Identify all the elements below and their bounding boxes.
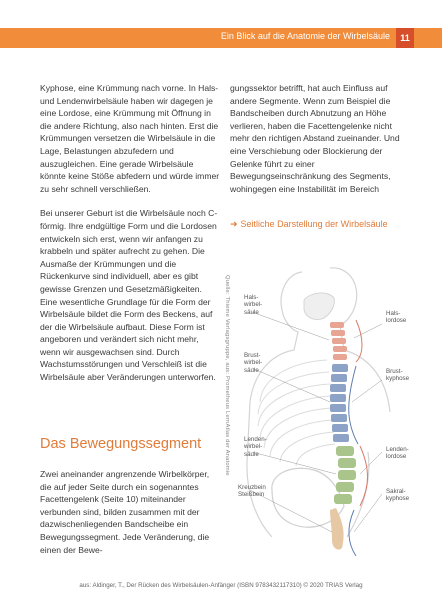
figure-caption	[230, 219, 388, 230]
label-thoracic-spine	[244, 352, 262, 374]
label-thoracic-spine-text: Brust- wirbel- säule	[244, 352, 263, 374]
label-sacrum-coccyx-text: Kreuzbein Steißbein	[238, 484, 266, 499]
label-lumbar-spine-text: Lenden- wirbel- säule	[244, 436, 267, 458]
page-number-badge: 11	[396, 28, 414, 48]
label-cervical-lordosis	[386, 310, 406, 325]
label-sacral-kyphosis	[386, 488, 409, 503]
skull	[304, 293, 334, 320]
left-paragraph-1: Kyphose, eine Krümmung nach vorne. In Hals- und Lendenwirbelsäule haben wir dagegen je eine Lordose, eine Krümmung mit Öffnung in die andere Richtung, also nach hinten. Erst die Krümmungen versetzen die Wirbelsäule in die Lage, Belastungen abzufedern und auszugleichen. Eine gerade Wirbelsäule könnte keine Stöße abfedern und würde immer zu sehr schnell verschließen.	[40, 83, 220, 194]
label-lumbar-lordosis-text: Lenden- lordose	[386, 446, 409, 461]
label-sacral-kyphosis-text: Sakral- kyphose	[386, 488, 410, 503]
figure-credit	[222, 275, 230, 555]
thoracic-spine	[330, 364, 349, 442]
footer-copyright: aus: Aldinger, T., Der Rücken des Wirbelsäulen-Anfänger (ISBN 9783432117310) © 2020 TRIAS Verlag	[79, 582, 363, 589]
label-cervical-spine	[244, 294, 262, 316]
right-column	[230, 82, 410, 195]
left-column	[40, 82, 220, 384]
left-paragraph-2: Bei unserer Geburt ist die Wirbelsäule noch C-förmig. Ihre endgültige Form und die Lordosen entwickeln sich erst, wenn wir anfangen zu krabbeln und später aufrecht zu gehen. Die Ausmaße der Krümmungen und die Rückenkurve sind individuell, aber es gibt gewisse Grenzen und Gesetzmäßigkeiten. Eine wesentliche Grundlage für die Form der Wirbelsäule bildet die Form des Beckens, auf der die Wirbelsäule aufbaut. Diese Form ist angeboren und verändert sich nicht mehr, wenn wir ausgewachsen sind. Durch Wachstumsstörungen und Verschleiß ist die Wirbelsäule aber Veränderungen unterworfen.	[40, 208, 218, 383]
figure-credit-text: Quelle: Thieme Verlagsgruppe, aus: Prometheus LernAtlas der Anatomie	[224, 275, 230, 476]
cervical-spine	[330, 322, 347, 360]
label-lumbar-lordosis	[386, 446, 409, 461]
label-thoracic-kyphosis-text: Brust- kyphose	[386, 368, 410, 383]
section-heading: Das Bewegungssegment	[40, 436, 202, 452]
curve-thoracic	[349, 366, 358, 444]
label-sacrum-coccyx	[238, 484, 266, 499]
running-header-title: Ein Blick auf die Anatomie der Wirbelsäule	[220, 31, 390, 41]
label-lumbar-spine	[244, 436, 267, 458]
label-thoracic-kyphosis	[386, 368, 409, 383]
figure-caption-text: Seitliche Darstellung der Wirbelsäule	[240, 219, 388, 229]
label-cervical-spine-text: Hals- wirbel- säule	[244, 294, 263, 316]
label-cervical-lordosis-text: Hals- lordose	[386, 310, 407, 325]
lumbar-spine	[334, 446, 356, 504]
section-body: Zwei aneinander angrenzende Wirbelkörper, die auf jeder Seite durch ein sogenanntes Facettengelenk (Seite 10) miteinander verbunden sind, bilden zusammen mit der dazwischenliegenden Bandscheibe ein Bewegungssegment. Jede Veränderung, die einen der Bewe-	[40, 469, 210, 555]
right-paragraph-1: gungssektor betrifft, hat auch Einfluss auf andere Segmente. Wenn zum Beispiel die Bandscheiben durch Abnutzung an Höhe verlieren, haben die Facettengelenke nicht mehr den richtigen Abstand zueinander. Und eine Verschiebung oder Blockierung der Gelenke führt zu einer Bewegungseinschränkung des Segments, wohingegen eine Instabilität im Bereich	[230, 83, 400, 194]
sacrum	[330, 508, 344, 550]
arrow-right-icon: ➜	[230, 219, 238, 229]
curve-lumbar	[360, 446, 368, 506]
